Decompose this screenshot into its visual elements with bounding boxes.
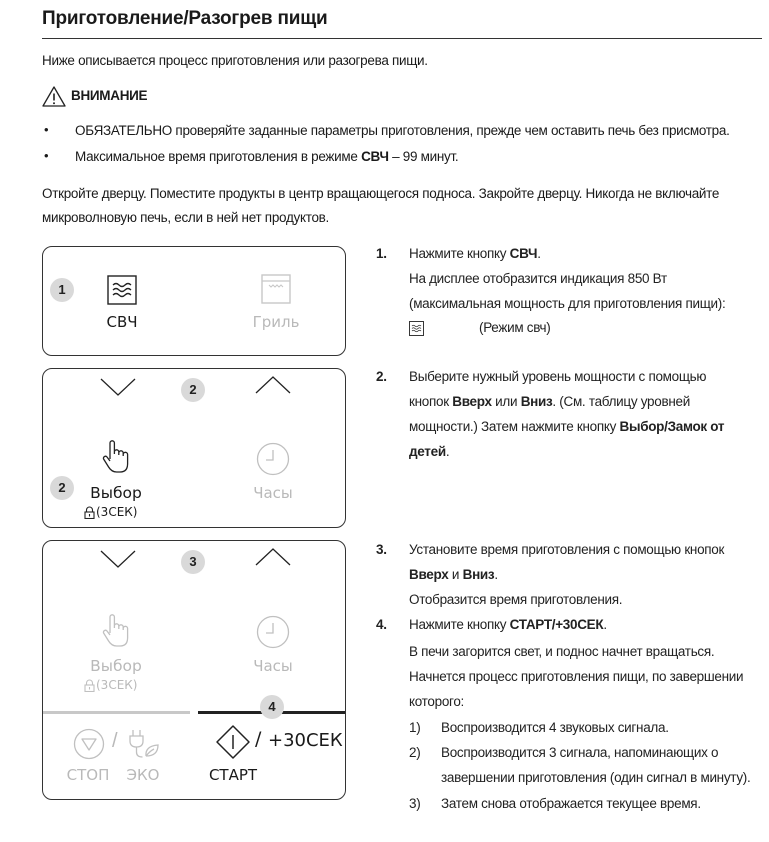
- step1-line2: На дисплее отобразится индикация 850 Вт: [409, 271, 667, 286]
- substep-number: 3): [409, 796, 421, 811]
- warning-title: ВНИМАНИЕ: [71, 88, 148, 103]
- substep-text: завершении приготовления (один сигнал в минуту).: [441, 770, 751, 785]
- title-rule: [42, 38, 762, 39]
- substep-number: 1): [409, 720, 421, 735]
- step4-line3: Начнется процесс приготовления пищи, по завершении: [409, 669, 744, 684]
- stop-icon[interactable]: [73, 728, 105, 760]
- hand-touch-icon[interactable]: [99, 439, 133, 475]
- paragraph-line-1: Откройте дверцу. Поместите продукты в центр вращающегося подноса. Закройте дверцу. Никогда не включайте: [42, 186, 720, 201]
- eco-plug-icon[interactable]: [127, 726, 161, 760]
- step-badge: 3: [181, 550, 205, 574]
- warning-bullet-2: Максимальное время приготовления в режиме СВЧ – 99 минут.: [75, 149, 459, 164]
- intro-text: Ниже описывается процесс приготовления или разогрева пищи.: [42, 53, 428, 68]
- step-number: 3.: [376, 542, 387, 557]
- page-title: Приготовление/Разогрев пищи: [42, 8, 328, 29]
- chevron-down-icon[interactable]: [100, 376, 136, 398]
- clock-icon[interactable]: [256, 615, 290, 649]
- start-slash: /: [255, 728, 262, 750]
- step3-line2: Вверх и Вниз.: [409, 567, 498, 582]
- control-panel-3: [42, 540, 346, 800]
- step4-line2: В печи загорится свет, и поднос начнет вращаться.: [409, 644, 715, 659]
- step2-line2: кнопок Вверх или Вниз. (См. таблицу уровней: [409, 394, 690, 409]
- step-badge: 1: [50, 278, 74, 302]
- step1-line1: Нажмите кнопку СВЧ.: [409, 246, 541, 261]
- step4-line1: Нажмите кнопку СТАРТ/+30СЕК.: [409, 617, 607, 632]
- stop-eco-divider: [43, 711, 190, 714]
- step1-line3: (максимальная мощность для приготовления пищи):: [409, 296, 726, 311]
- bullet-dot: •: [44, 122, 49, 137]
- hand-touch-icon[interactable]: [99, 613, 133, 649]
- substep-number: 2): [409, 745, 421, 760]
- step3-line1: Установите время приготовления с помощью кнопок: [409, 542, 725, 557]
- step-badge: 2: [181, 378, 205, 402]
- warning-icon: [42, 86, 66, 107]
- step-number: 1.: [376, 246, 387, 261]
- stop-label: СТОП: [66, 766, 110, 784]
- step1-mode: (Режим свч): [479, 320, 551, 335]
- warning-bullet-1: ОБЯЗАТЕЛЬНО проверяйте заданные параметры приготовления, прежде чем оставить печь без присмотра.: [75, 123, 730, 138]
- select-label: Выбор: [90, 484, 142, 502]
- control-panel-2: [42, 368, 346, 528]
- lock-duration: (3СЕК): [96, 678, 138, 692]
- step3-line3: Отобразится время приготовления.: [409, 592, 623, 607]
- substep-text: Воспроизводится 4 звуковых сигнала.: [441, 720, 669, 735]
- eco-label: ЭКО: [126, 766, 160, 784]
- paragraph-line-2: микроволновую печь, если в ней нет продуктов.: [42, 210, 329, 225]
- lock-icon: [84, 506, 95, 519]
- chevron-down-icon[interactable]: [100, 548, 136, 570]
- substep-text: Воспроизводится 3 сигнала, напоминающих о: [441, 745, 719, 760]
- step2-line1: Выберите нужный уровень мощности с помощью: [409, 369, 707, 384]
- microwave-label: СВЧ: [106, 313, 138, 331]
- step4-line4: которого:: [409, 694, 465, 709]
- lock-duration: (3СЕК): [96, 505, 138, 519]
- microwave-icon: [409, 321, 424, 336]
- start-label: СТАРТ: [208, 766, 258, 784]
- step-number: 4.: [376, 617, 387, 632]
- step-number: 2.: [376, 369, 387, 384]
- plus30-label: +30СЕК: [268, 730, 343, 751]
- step-badge: 4: [260, 695, 284, 719]
- bullet-dot: •: [44, 148, 49, 163]
- clock-label: Часы: [253, 657, 293, 675]
- step2-line3: мощности.) Затем нажмите кнопку Выбор/Замок от: [409, 419, 725, 434]
- select-label: Выбор: [90, 657, 142, 675]
- start-icon[interactable]: [215, 724, 251, 760]
- stop-eco-slash: /: [112, 730, 118, 752]
- chevron-up-icon[interactable]: [255, 374, 291, 396]
- microwave-icon[interactable]: [107, 275, 137, 305]
- grill-label: Гриль: [252, 313, 300, 331]
- control-panel-1: [42, 246, 346, 356]
- substep-text: Затем снова отображается текущее время.: [441, 796, 701, 811]
- step-badge: 2: [50, 476, 74, 500]
- grill-icon[interactable]: [261, 274, 291, 304]
- clock-label: Часы: [253, 484, 293, 502]
- lock-icon: [84, 679, 95, 692]
- clock-icon[interactable]: [256, 442, 290, 476]
- chevron-up-icon[interactable]: [255, 546, 291, 568]
- step2-line4: детей.: [409, 444, 450, 459]
